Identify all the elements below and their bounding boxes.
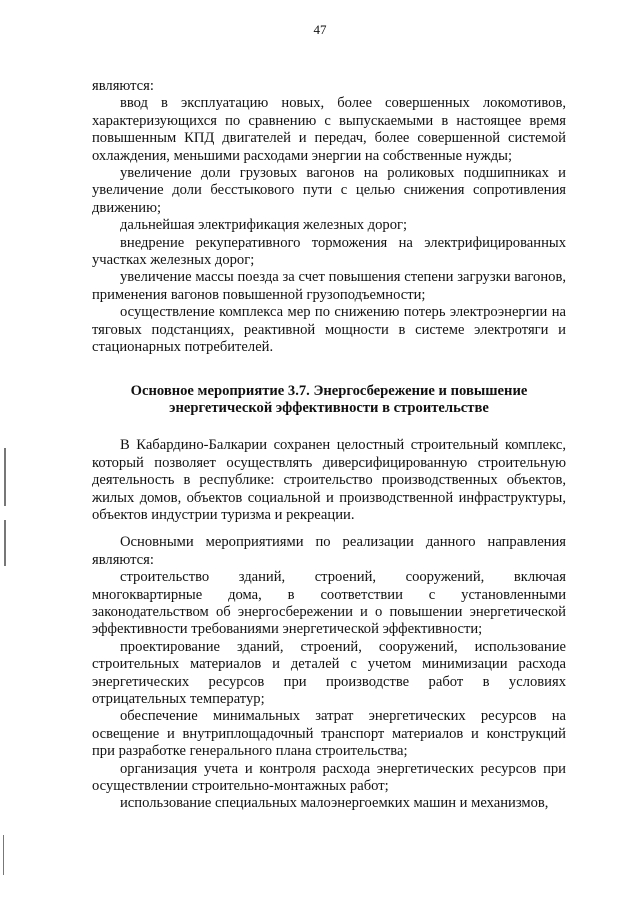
list-item: обеспечение минимальных затрат энергетических ресурсов на освещение и внутриплощадочный транспорт материалов и конструкций при разработке генерального плана строительства; [92, 708, 566, 760]
list-item: внедрение рекуперативного торможения на электрифицированных участках железных дорог; [92, 234, 566, 269]
list-item: организация учета и контроля расхода энергетических ресурсов при осуществлении строительно-монтажных работ; [92, 760, 566, 795]
scan-edge-mark [3, 835, 4, 875]
list-item: дальнейшая электрификация железных дорог; [120, 217, 408, 234]
list-item: проектирование зданий, строений, сооружений, использование строительных материалов и деталей с учетом минимизации расхода энергетических ресурсов при производстве работ в условиях отрицательных температур; [92, 638, 566, 707]
list-item: строительство зданий, строений, сооружений, включая многоквартирные дома, в соответствии с установленными законодательством об энергосбережении и о повышении энергетической эффективности требованиями энергетической эффективности; [92, 569, 566, 638]
list-item: осуществление комплекса мер по снижению потерь электроэнергии на тяговых подстанциях, реактивной мощности в системе электротяги и стационарных потребителей. [92, 304, 566, 356]
section-heading [92, 383, 566, 418]
paragraph: Основными мероприятиями по реализации данного направления являются: [92, 534, 566, 568]
section-heading-line: энергетической эффективности в строительстве [169, 399, 489, 416]
list-item: увеличение массы поезда за счет повышения степени загрузки вагонов, применения вагонов повышенной грузоподъемности; [92, 269, 566, 303]
list-item: увеличение доли грузовых вагонов на роликовых подшипниках и увеличение доли бесстыкового пути с целью снижения сопротивления движению; [92, 165, 566, 216]
section-heading-line: Основное мероприятие 3.7. Энергосбережение и повышение [130, 382, 528, 399]
intro-line: являются: [92, 78, 154, 94]
scan-edge-mark [4, 520, 6, 566]
scan-edge-mark [4, 448, 6, 506]
list-item: ввод в эксплуатацию новых, более совершенных локомотивов, характеризующихся по сравнению с выпускаемыми в настоящее время повышенным КПД двигателей и передач, более совершенной системой охлаждения, меньшими расходами энергии на собственные нужды; [92, 95, 566, 164]
paragraph: В Кабардино-Балкарии сохранен целостный строительный комплекс, который позволяет осуществлять диверсифицированную строительную деятельность в республике: строительство производственных объектов, жилых домов, объектов социальной и производственной инфраструктуры, объектов индустрии туризма и рекреации. [92, 437, 566, 523]
list-item: использование специальных малоэнергоемких машин и механизмов, [120, 795, 549, 812]
page-number: 47 [313, 22, 327, 37]
document-body [92, 78, 566, 813]
